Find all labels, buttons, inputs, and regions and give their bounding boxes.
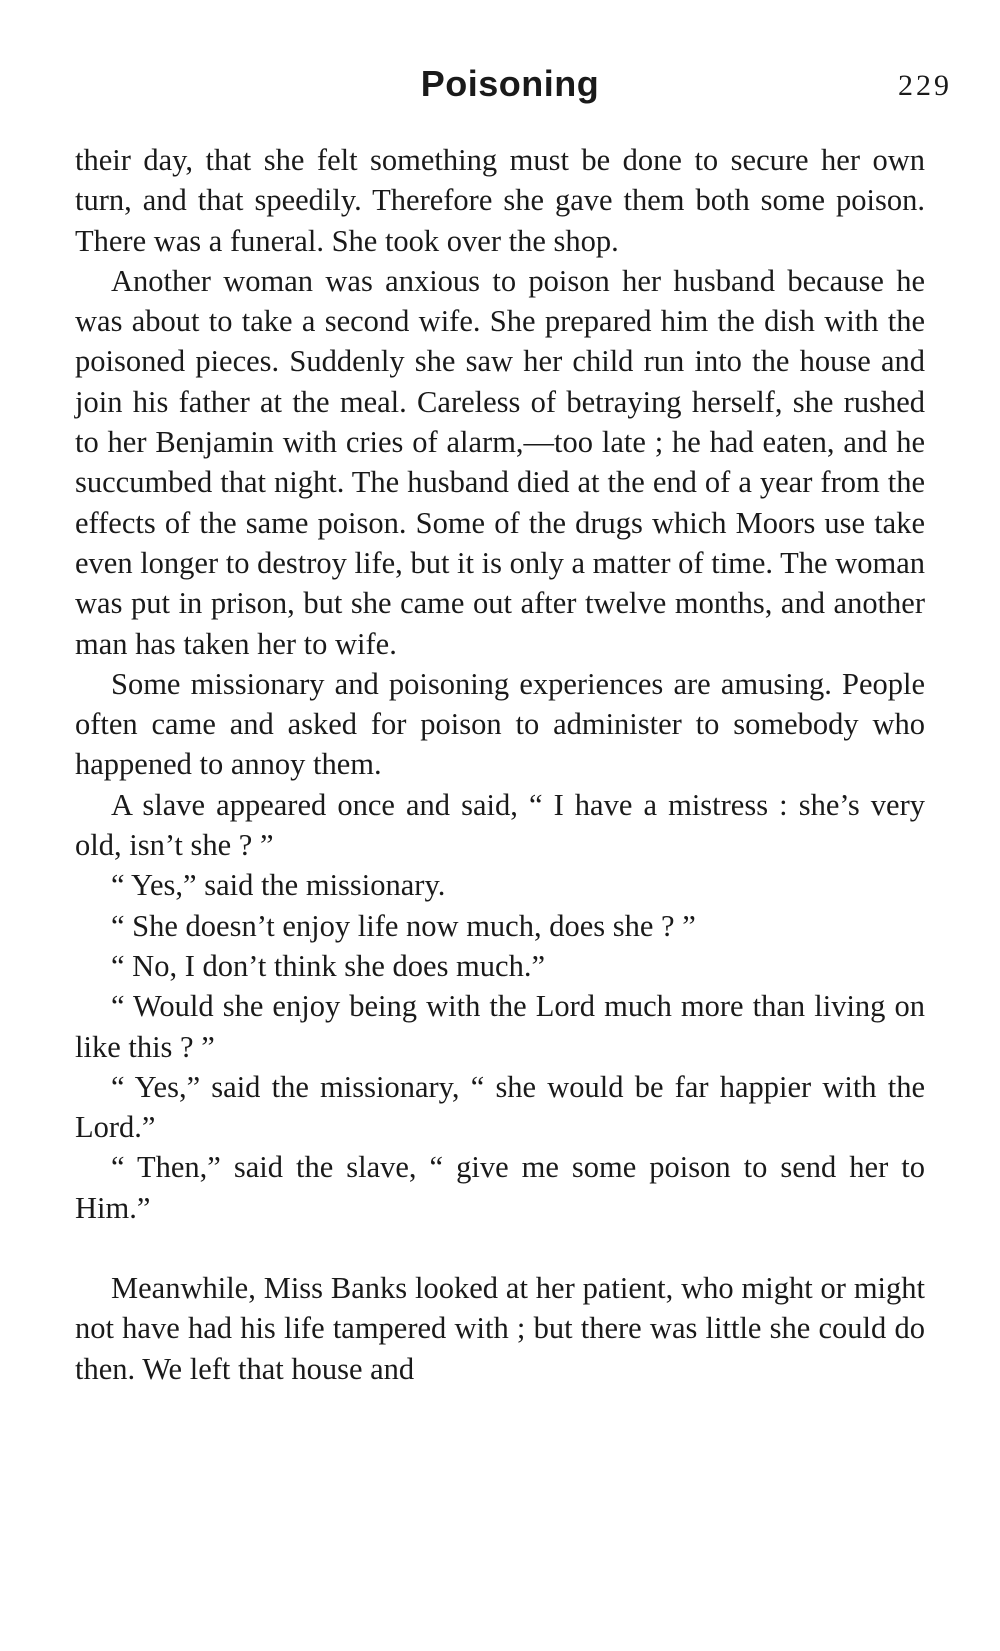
paragraph: “ Would she enjoy being with the Lord much more than living on like this ? ” xyxy=(75,989,925,1064)
paragraph: “ Yes,” said the missionary. xyxy=(111,868,446,903)
body-text xyxy=(75,140,925,1389)
paragraph: “ Then,” said the slave, “ give me some poison to send her to Him.” xyxy=(75,1150,925,1225)
paragraph: Another woman was anxious to poison her husband because he was about to take a second wife. She prepared him the dish with the poisoned pieces. Suddenly she saw her child run into the house and join his father at the meal. Careless of betraying herself, she rushed to her Benjamin with cries of alarm,—too late ; he had eaten, and he succumbed that night. The husband died at the end of a year from the effects of the same poison. Some of the drugs which Moors use take even longer to destroy life, but it is only a matter of time. The woman was put in prison, but she came out after twelve months, and another man has taken her to wife. xyxy=(75,263,925,661)
page-number: 229 xyxy=(898,69,952,102)
paragraph: “ Yes,” said the missionary, “ she would be far happier with the Lord.” xyxy=(75,1069,925,1145)
paragraph: Some missionary and poisoning experiences are amusing. People often came and asked for poison to administer to somebody who happened to annoy them. xyxy=(75,666,925,782)
paragraph: their day, that she felt something must be done to secure her own turn, and that speedily. Therefore she gave them both some poison. There was a funeral. She took over the shop. xyxy=(75,143,925,258)
paragraph: “ She doesn’t enjoy life now much, does she ? ” xyxy=(111,908,696,943)
paragraph: “ No, I don’t think she does much.” xyxy=(111,948,545,983)
paragraph: Meanwhile, Miss Banks looked at her patient, who might or might not have had his life tampered with ; but there was little she could do then. We left that house and xyxy=(75,1271,925,1386)
running-title: Poisoning xyxy=(420,63,600,104)
paragraph: A slave appeared once and said, “ I have a mistress : she’s very old, isn’t she ? ” xyxy=(75,787,925,863)
